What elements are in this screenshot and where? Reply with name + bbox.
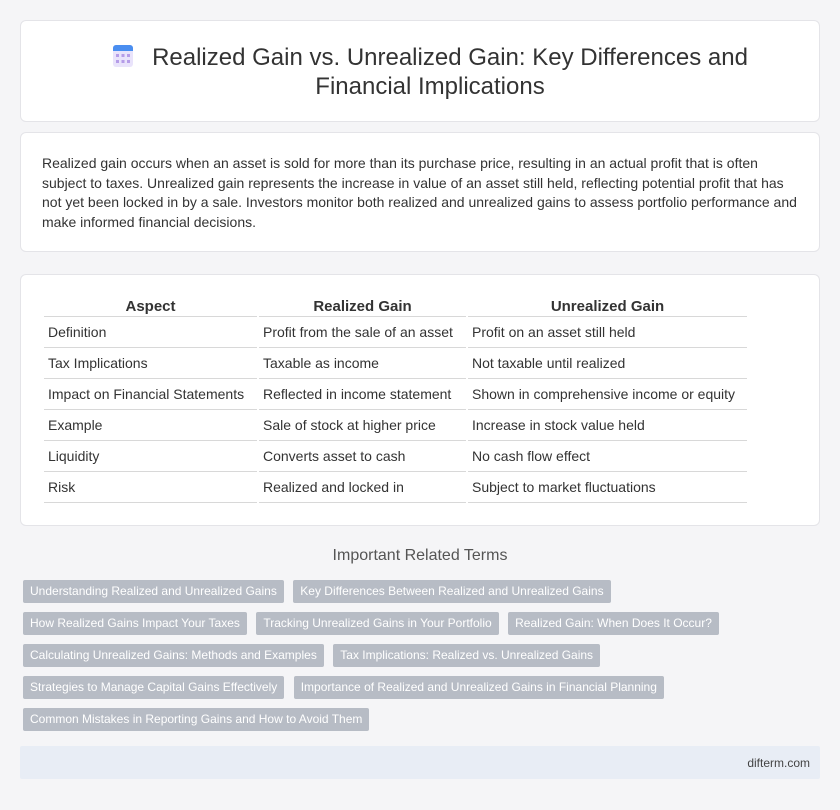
- table-row: [44, 410, 747, 441]
- related-term-tag[interactable]: Realized Gain: When Does It Occur?: [508, 612, 719, 635]
- tag-row: [23, 580, 813, 612]
- title-card: [20, 20, 820, 122]
- table-cell: Subject to market fluctuations: [468, 472, 747, 503]
- table-cell: Definition: [44, 317, 257, 348]
- table-row: [44, 472, 747, 503]
- related-term-tag[interactable]: Tracking Unrealized Gains in Your Portfolio: [256, 612, 498, 635]
- table-cell: Not taxable until realized: [468, 348, 747, 379]
- intro-card: [20, 132, 820, 252]
- table-cell: Reflected in income statement: [259, 379, 466, 410]
- related-terms-list: [23, 580, 813, 740]
- table-cell: Liquidity: [44, 441, 257, 472]
- footer-site-link[interactable]: difterm.com: [747, 756, 810, 770]
- intro-paragraph: Realized gain occurs when an asset is sold for more than its purchase price, resulting in an actual profit that is often subject to taxes. Unrealized gain represents the increase in value of an asset still held, reflecting potential profit that has not yet been locked in by a sale. Investors monitor both realized and unrealized gains to assess portfolio performance and make informed financial decisions.: [42, 155, 797, 231]
- footer: [20, 746, 820, 779]
- table-cell: Converts asset to cash: [259, 441, 466, 472]
- tag-row: [23, 644, 813, 676]
- table-cell: Profit from the sale of an asset: [259, 317, 466, 348]
- tag-row: [23, 612, 813, 644]
- table-row: [44, 441, 747, 472]
- table-row: [44, 317, 747, 348]
- related-term-tag[interactable]: Common Mistakes in Reporting Gains and How to Avoid Them: [23, 708, 369, 731]
- table-cell: Realized and locked in: [259, 472, 466, 503]
- tag-row: [23, 708, 813, 740]
- table-header-row: [44, 297, 747, 317]
- document-icon: [112, 44, 134, 68]
- table-cell: No cash flow effect: [468, 441, 747, 472]
- table-row: [44, 348, 747, 379]
- comparison-table: [42, 297, 749, 503]
- table-cell: Shown in comprehensive income or equity: [468, 379, 747, 410]
- related-term-tag[interactable]: Calculating Unrealized Gains: Methods and Examples: [23, 644, 324, 667]
- related-term-tag[interactable]: Tax Implications: Realized vs. Unrealized Gains: [333, 644, 600, 667]
- related-term-tag[interactable]: Key Differences Between Realized and Unrealized Gains: [293, 580, 610, 603]
- header-realized-gain: Realized Gain: [259, 297, 466, 317]
- table-cell: Impact on Financial Statements: [44, 379, 257, 410]
- table-row: [44, 379, 747, 410]
- related-term-tag[interactable]: Strategies to Manage Capital Gains Effectively: [23, 676, 284, 699]
- header-aspect: Aspect: [44, 297, 257, 317]
- table-cell: Increase in stock value held: [468, 410, 747, 441]
- table-cell: Example: [44, 410, 257, 441]
- table-cell: Taxable as income: [259, 348, 466, 379]
- header-unrealized-gain: Unrealized Gain: [468, 297, 747, 317]
- comparison-card: [20, 274, 820, 526]
- related-terms-title: Important Related Terms: [332, 547, 508, 564]
- table-cell: Risk: [44, 472, 257, 503]
- table-cell: Sale of stock at higher price: [259, 410, 466, 441]
- related-term-tag[interactable]: Understanding Realized and Unrealized Gains: [23, 580, 284, 603]
- table-cell: Profit on an asset still held: [468, 317, 747, 348]
- page-title-text: Realized Gain vs. Unrealized Gain: Key Differences and Financial Implications: [152, 44, 748, 100]
- tag-row: [23, 676, 813, 708]
- page-title: [61, 43, 799, 101]
- table-cell: Tax Implications: [44, 348, 257, 379]
- related-term-tag[interactable]: How Realized Gains Impact Your Taxes: [23, 612, 247, 635]
- related-term-tag[interactable]: Importance of Realized and Unrealized Gains in Financial Planning: [294, 676, 664, 699]
